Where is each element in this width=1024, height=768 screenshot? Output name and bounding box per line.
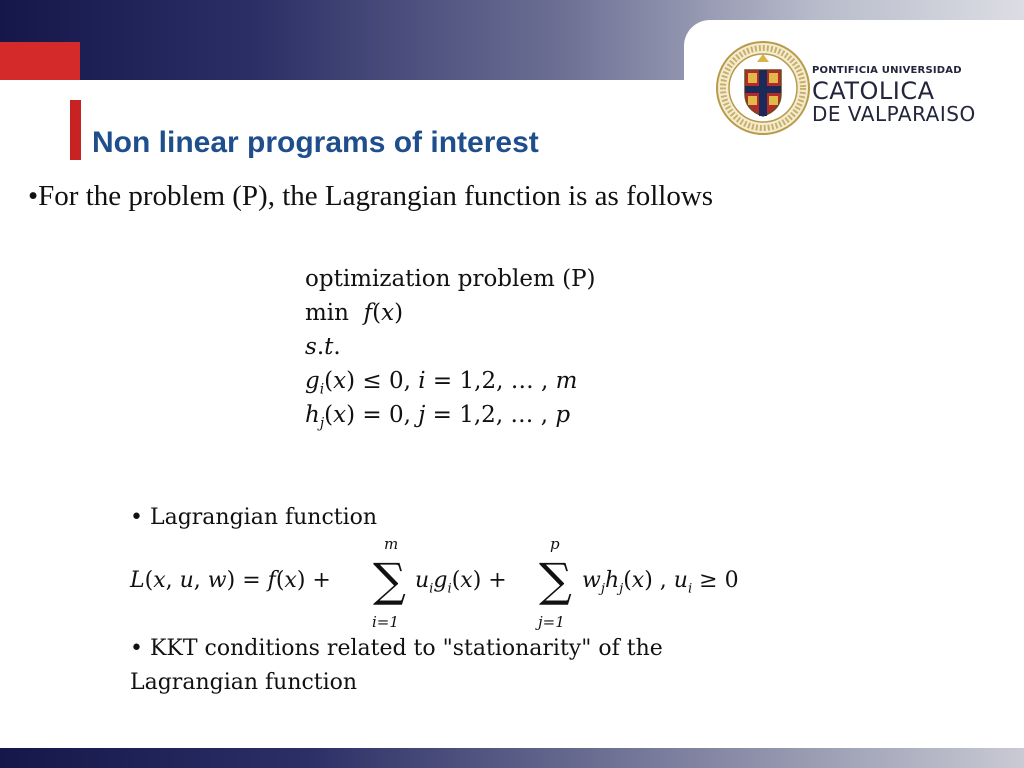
kkt-line2: Lagrangian function <box>130 670 358 695</box>
university-seal-icon <box>715 40 811 136</box>
sum-upper-m: m <box>384 535 399 553</box>
summation-icon: ∑ <box>373 553 406 607</box>
header-accent-block <box>0 42 80 80</box>
problem-objective: min f(x) <box>305 300 404 326</box>
intro-bullet: •For the problem (P), the Lagrangian function is as follows <box>28 180 714 212</box>
summation-icon: ∑ <box>539 553 572 607</box>
institution-line1: PONTIFICIA UNIVERSIDAD <box>812 65 962 76</box>
problem-inequality-constraint: $g_i(x) \le 0$, i = 1,2, … , m <box>305 368 578 398</box>
slide-title: Non linear programs of interest <box>92 126 539 159</box>
problem-equality-constraint: $h_j(x) = 0$, j = 1,2, … , p <box>305 402 571 432</box>
sum-lower-j: j=1 <box>538 613 565 631</box>
kkt-line1: • KKT conditions related to "stationarity" of the <box>130 636 663 661</box>
lagrangian-equation: L(x, u, w) = f(x) + m ∑ i=1 $u_ig_i(x)$ + p ∑ j=1 $w_jh_j(x)$ , $u_i \ge 0$ <box>130 535 739 631</box>
problem-subject-to: s.t. <box>305 334 341 360</box>
sum-lower-i: i=1 <box>372 613 399 631</box>
institution-name <box>812 66 1012 124</box>
sum-upper-p: p <box>550 535 560 553</box>
problem-statement <box>305 262 596 432</box>
institution-line3: DE VALPARAISO <box>812 102 976 126</box>
footer-band <box>0 748 1024 768</box>
lagrangian-label: • Lagrangian function <box>130 505 378 530</box>
institution-line2: CATOLICA <box>812 77 935 105</box>
title-accent-bar <box>70 100 81 160</box>
problem-heading: optimization problem (P) <box>305 266 596 292</box>
